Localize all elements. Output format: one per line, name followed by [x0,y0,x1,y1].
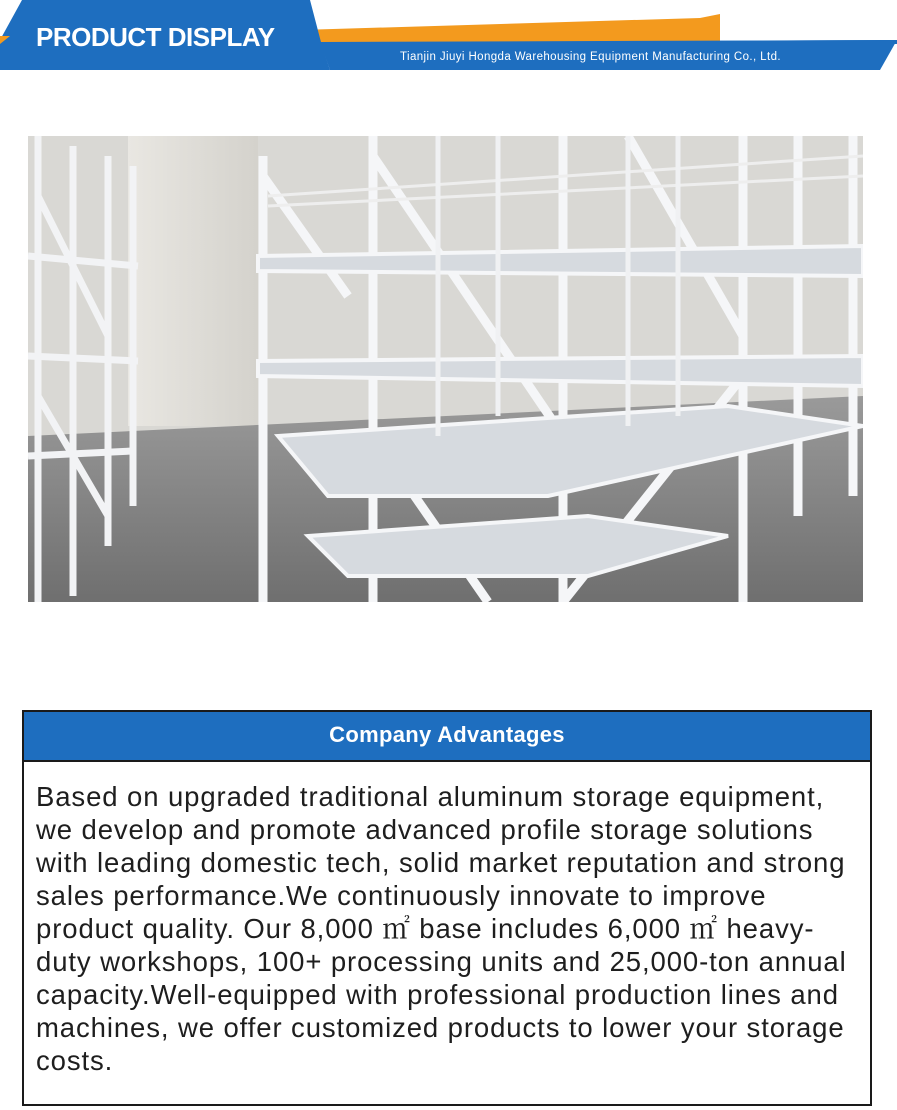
advantages-heading: Company Advantages [24,712,870,762]
company-name: Tianjin Jiuyi Hongda Warehousing Equipment Manufacturing Co., Ltd. [400,51,781,63]
shelving-illustration [28,136,863,602]
product-photo [28,136,863,602]
advantages-body: Based on upgraded traditional aluminum storage equipment, we develop and promote advanced profile storage solutions with leading domestic tech, solid market reputation and strong sales performance.We continuously innovate to improve product quality. Our 8,000 ㎡ base includes 6,000 ㎡ heavy-duty workshops, 100+ processing units and 25,000-ton annual capacity.Well-equipped with professional production lines and machines, we offer customized products to lower your storage costs. [36,781,847,1076]
header-banner [0,0,897,78]
banner-title: PRODUCT DISPLAY [36,22,275,52]
